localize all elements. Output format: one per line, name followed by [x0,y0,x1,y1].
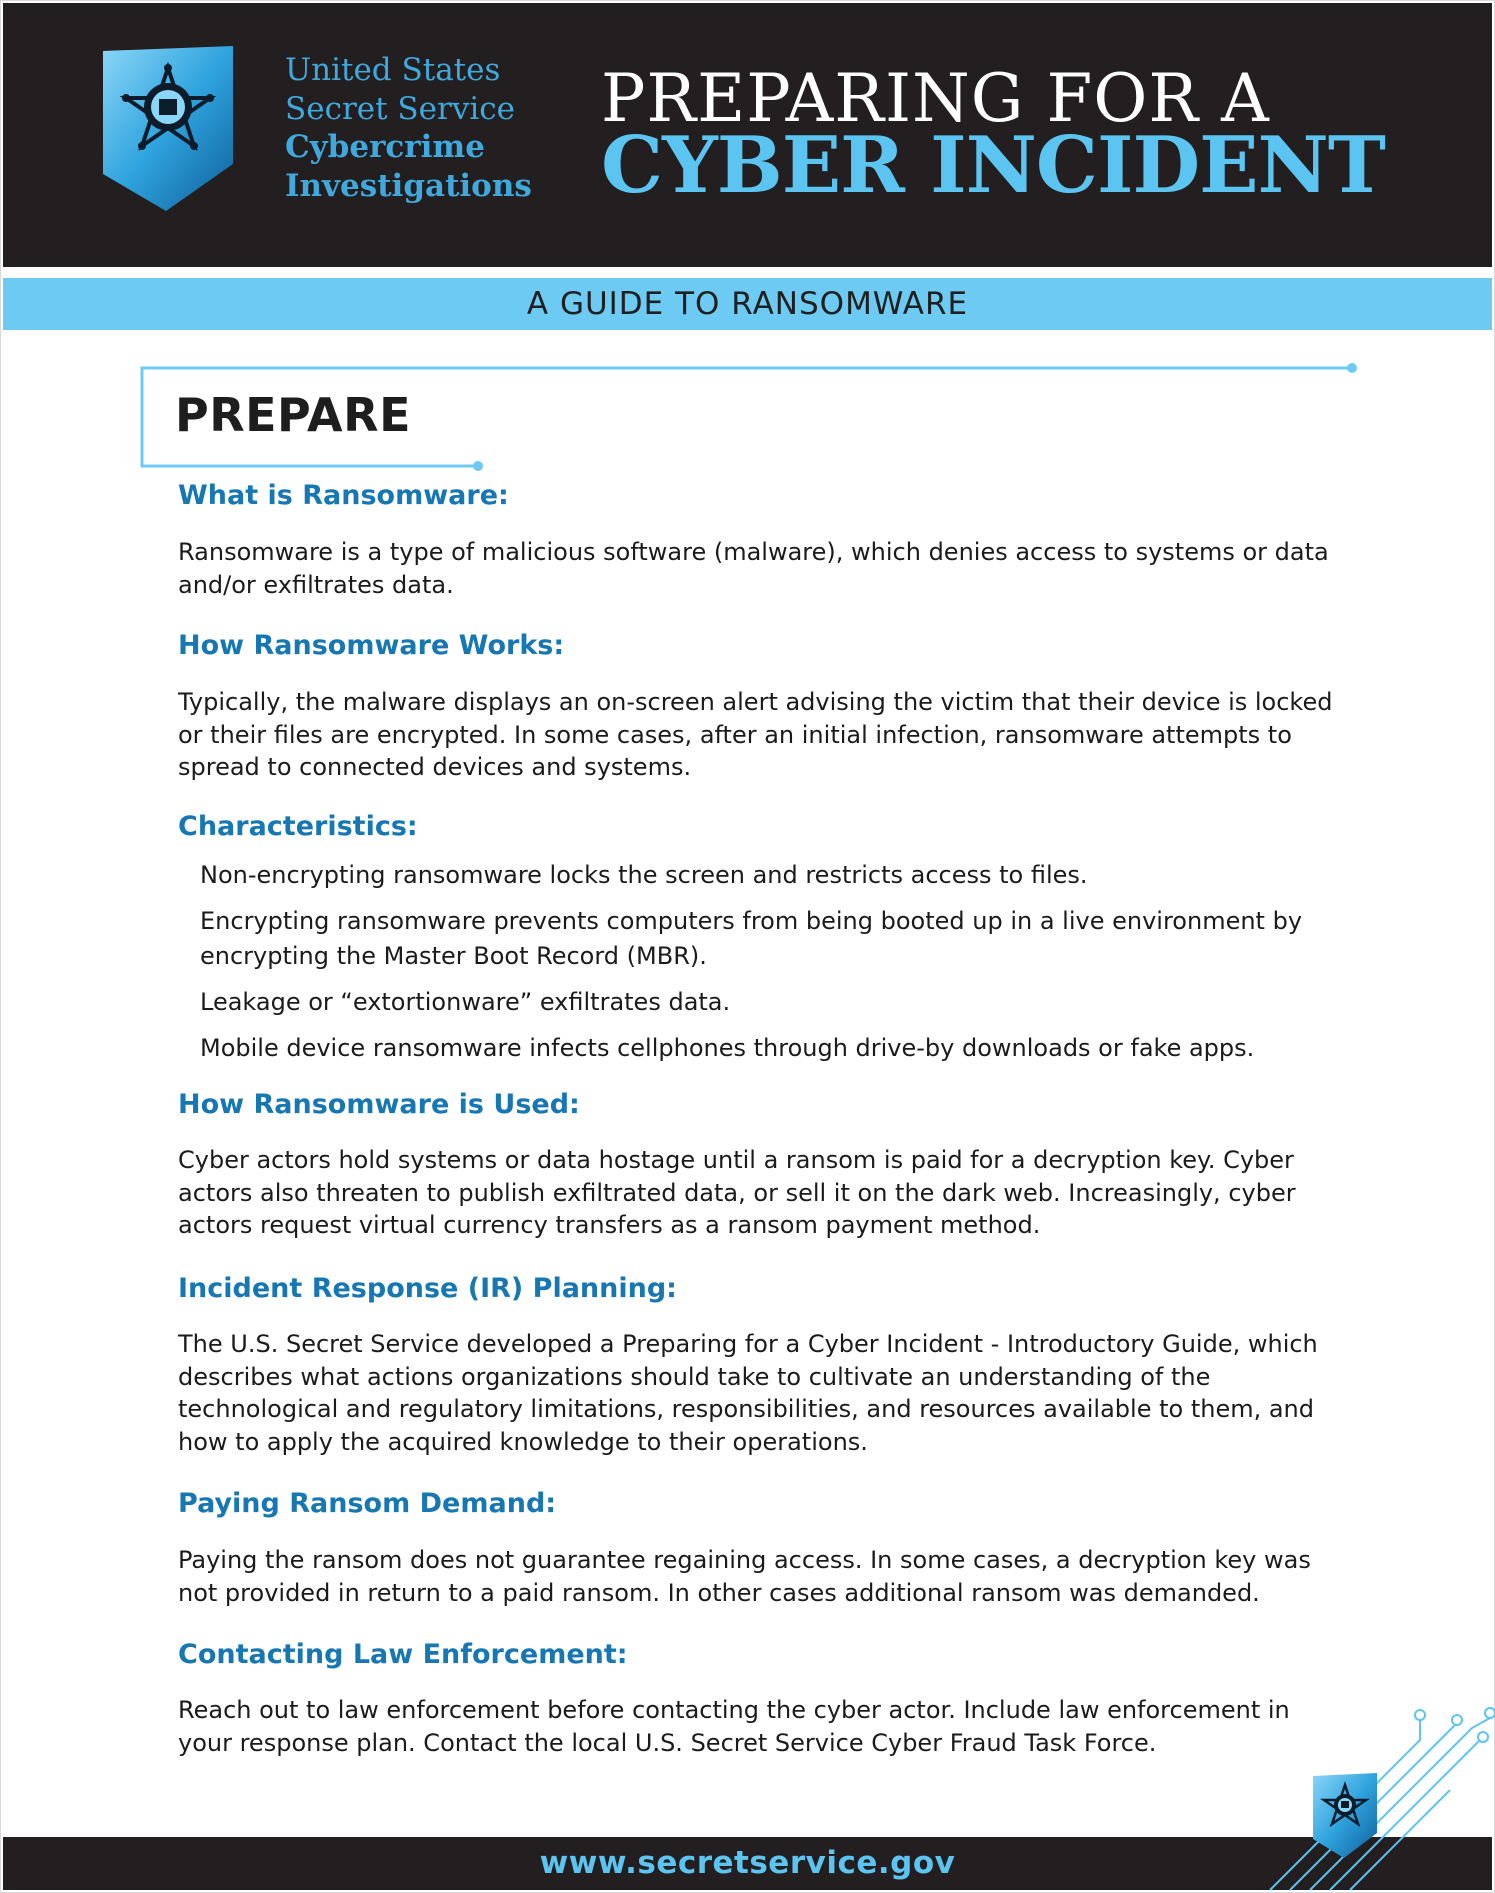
heading-how-ransomware-works: How Ransomware Works: [178,630,565,661]
body-contacting-law-enforcement: Reach out to law enforcement before contacting the cyber actor. Include law enforcement in your response plan. Contact the local U.S. Secret Service Cyber Fraud Task Force. [178,1696,1290,1757]
heading-contacting-law-enforcement: Contacting Law Enforcement: [178,1639,628,1670]
secret-service-shield-icon [98,46,238,212]
agency-line-2: Secret Service [285,90,515,127]
agency-line-3: Cybercrime [285,129,485,165]
subtitle: A GUIDE TO RANSOMWARE [526,286,969,322]
agency-line-1: United States [285,52,501,88]
heading-what-is-ransomware: What is Ransomware: [178,480,509,511]
list-item: Non-encrypting ransomware locks the screen and restricts access to files. [200,861,1088,889]
list-item: Leakage or “extortionware” exfiltrates data. [200,988,731,1016]
heading-paying-ransom: Paying Ransom Demand: [178,1488,557,1519]
header [3,3,1492,267]
list-item: Encrypting ransomware prevents computers from being booted up in a live environment by encrypting the Master Boot Record (MBR). [200,907,1303,970]
heading-how-ransomware-is-used: How Ransomware is Used: [178,1089,580,1120]
secret-service-shield-icon [1310,1773,1380,1859]
body-paying-ransom: Paying the ransom does not guarantee regaining access. In some cases, a decryption key was not provided in return to a paid ransom. In other cases additional ransom was demanded. [178,1546,1311,1607]
body-what-is-ransomware: Ransomware is a type of malicious software (malware), which denies access to systems or data and/or exfiltrates data. [178,538,1329,599]
subtitle-band [3,278,1492,330]
heading-ir-planning: Incident Response (IR) Planning: [178,1273,677,1304]
agency-name [285,51,532,205]
body-ir-planning: The U.S. Secret Service developed a Preparing for a Cyber Incident - Introductory Guide, which describes what actions organizations should take to cultivate an understanding of the technological and regulatory limitations, responsibilities, and resources available to them, and how to apply the acquired knowledge to their operations. [178,1330,1318,1456]
title-line-1: PREPARING FOR A [601,60,1270,137]
characteristics-list [178,858,1348,1066]
body-how-ransomware-works: Typically, the malware displays an on-screen alert advising the victim that their device is locked or their files are encrypted. In some cases, after an initial infection, ransomware attempts to spread to connected devices and systems. [178,688,1333,781]
agency-line-4: Investigations [285,167,532,204]
heading-characteristics: Characteristics: [178,811,418,842]
list-item: Mobile device ransomware infects cellphones through drive-by downloads or fake apps. [200,1034,1255,1062]
title-line-2: CYBER INCIDENT [601,120,1385,211]
body-how-ransomware-is-used: Cyber actors hold systems or data hostage until a ransom is paid for a decryption key. Cyber actors also threaten to publish exfiltrated data, or sell it on the dark web. Increasingly, cyber actors request virtual currency transfers as a ransom payment method. [178,1146,1296,1239]
section-title: PREPARE [175,388,411,442]
footer-url-link[interactable]: www.secretservice.gov [539,1845,956,1881]
